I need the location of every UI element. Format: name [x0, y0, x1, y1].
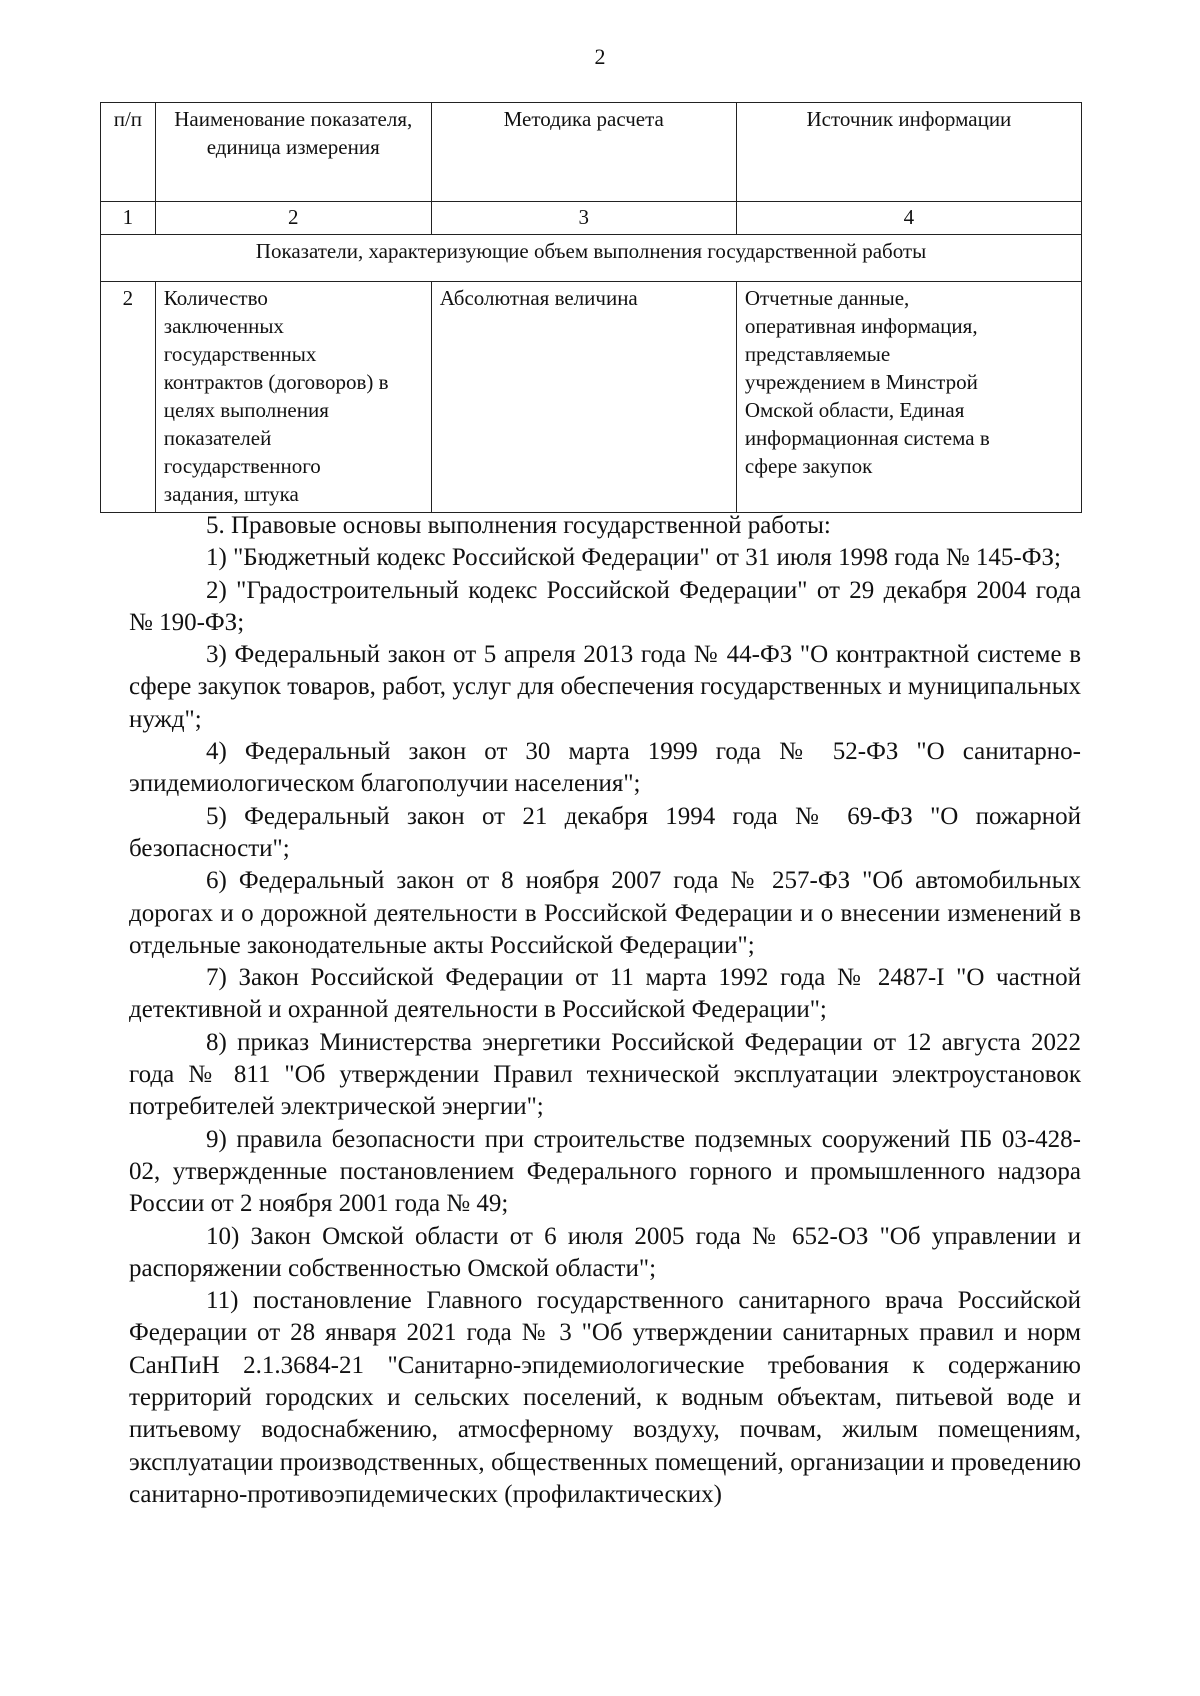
header-cell-method: Методика расчета [431, 103, 736, 202]
legal-item: 7) Закон Российской Федерации от 11 марта 1992 года № 2487-I "О частной детективной и охранной деятельности в Российской Федерации"; [129, 964, 1081, 1024]
legal-item: 3) Федеральный закон от 5 апреля 2013 года № 44-ФЗ "О контрактной системе в сфере закупок товаров, работ, услуг для обеспечения государственных и муниципальных нужд"; [129, 641, 1081, 733]
table-row [101, 282, 1082, 513]
header-cell-name: Наименование показателя, единица измерения [155, 103, 431, 202]
column-number: 4 [736, 202, 1081, 235]
header-cell-source: Источник информации [736, 103, 1081, 202]
table-section-row [101, 235, 1082, 282]
indicator-name-text: Количество заключенных государственных контрактов (договоров) в целях выполнения показателей государственного задания, штука [163, 286, 389, 506]
indicators-table [100, 102, 1082, 513]
method-text: Абсолютная величина [439, 286, 638, 310]
indicator-name-cell [155, 282, 431, 513]
legal-basis-section [129, 510, 1081, 1511]
column-number: 2 [155, 202, 431, 235]
legal-item: 11) постановление Главного государственного санитарного врача Российской Федерации от 28 января 2021 года № 3 "Об утверждении санитарных правил и норм СанПиН 2.1.3684-21 "Санитарно-эпидемиологические требования к содержанию территорий городских и сельских поселений, к водным объектам, питьевой воде и питьевому водоснабжению, атмосферному воздуху, почвам, жилым помещениям, эксплуатации производственных, общественных помещений, организации и проведению санитарно-противоэпидемических (профилактических) [129, 1287, 1081, 1508]
section-heading: 5. Правовые основы выполнения государственной работы: [206, 512, 831, 539]
row-number-cell: 2 [101, 282, 156, 513]
column-number: 3 [431, 202, 736, 235]
legal-item: 10) Закон Омской области от 6 июля 2005 года № 652-ОЗ "Об управлении и распоряжении собственностью Омской области"; [129, 1222, 1081, 1282]
source-cell [736, 282, 1081, 513]
source-text: Отчетные данные, оперативная информация, представляемые учреждением в Минстрой Омской области, Единая информационная система в сфере закупок [744, 286, 990, 478]
column-number: 1 [101, 202, 156, 235]
legal-item: 2) "Градостроительный кодекс Российской Федерации" от 29 декабря 2004 года № 190-ФЗ; [129, 576, 1081, 636]
method-cell [431, 282, 736, 513]
table-header-row [101, 103, 1082, 202]
legal-item: 5) Федеральный закон от 21 декабря 1994 года № 69-ФЗ "О пожарной безопасности"; [129, 802, 1081, 862]
legal-item: 1) "Бюджетный кодекс Российской Федерации" от 31 июля 1998 года № 145-ФЗ; [206, 544, 1061, 572]
legal-item: 9) правила безопасности при строительстве подземных сооружений ПБ 03-428-02, утвержденные постановлением Федерального горного и промышленного надзора России от 2 ноября 2001 года № 49; [129, 1125, 1081, 1218]
legal-item: 8) приказ Министерства энергетики Российской Федерации от 12 августа 2022 года № 811 "Об утверждении Правил технической эксплуатации электроустановок потребителей электрической энергии"; [129, 1028, 1081, 1121]
header-cell-num: п/п [101, 103, 156, 202]
legal-item: 6) Федеральный закон от 8 ноября 2007 года № 257-ФЗ "Об автомобильных дорогах и о дорожной деятельности в Российской Федерации и о внесении изменений в отдельные законодательные акты Российской Федерации"; [129, 867, 1081, 959]
column-numbers-row [101, 202, 1082, 235]
legal-item: 4) Федеральный закон от 30 марта 1999 года № 52-ФЗ "О санитарно-эпидемиологическом благополучии населения"; [129, 738, 1081, 798]
page-number: 2 [594, 44, 606, 69]
table-section-title: Показатели, характеризующие объем выполнения государственной работы [101, 235, 1082, 282]
